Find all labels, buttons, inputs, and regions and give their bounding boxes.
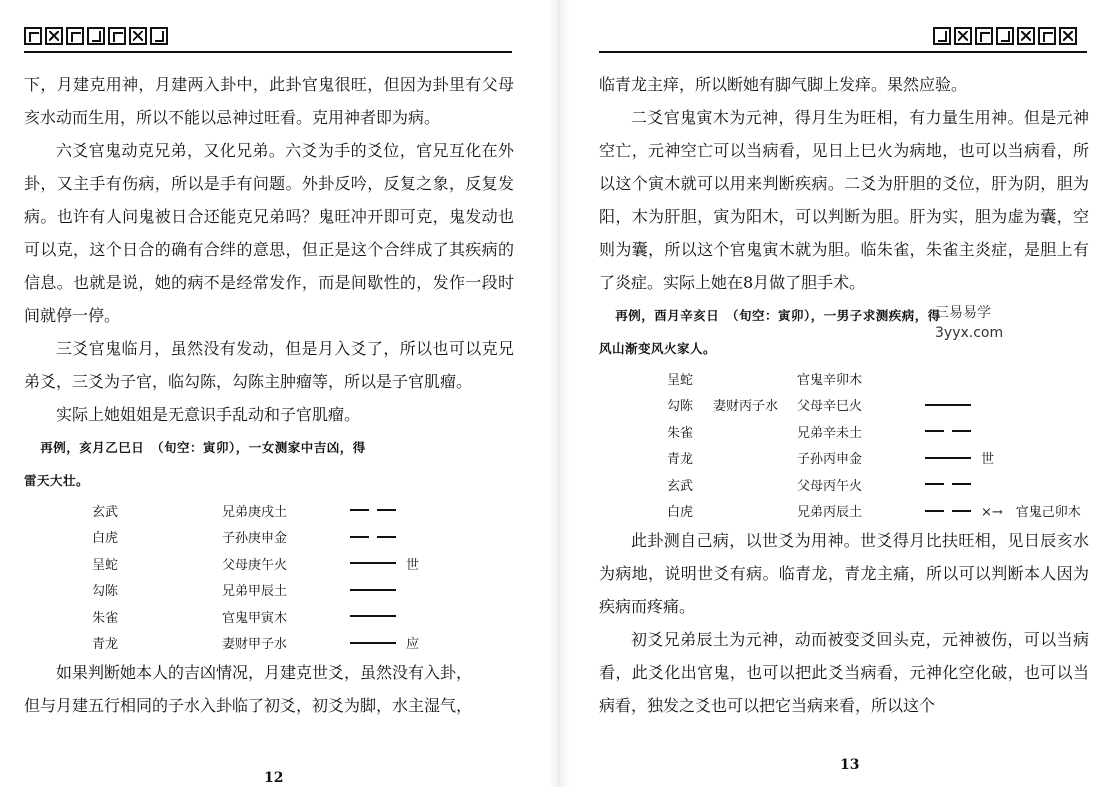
yin-line-icon [350,536,396,538]
six-spirit: 朱雀 [92,610,119,626]
ornament-glyph-icon [996,27,1014,45]
six-spirit: 白虎 [667,505,694,521]
line-label: 父母庚午火 [222,557,288,573]
six-spirit: 呈蛇 [667,372,694,388]
paragraph: 如果判断她本人的吉凶情况，月建克世爻，虽然没有入卦， [56,663,473,682]
six-spirit: 勾陈 [92,584,119,600]
hexagram-row [599,392,1089,419]
line-label: 官鬼甲寅木 [222,610,288,626]
ornament-glyph-icon [129,27,147,45]
paragraph: 但与月建五行相同的子水入卦临了初爻，初爻为脚，水主湿气， [24,696,473,715]
header-ornament [24,27,168,45]
hexagram-row [599,445,1089,472]
line-label: 兄弟辛未土 [797,425,863,441]
yang-line-icon [925,457,971,459]
hexagram-row [599,471,1089,498]
ornament-glyph-icon [1017,27,1035,45]
hexagram-row [599,418,1089,445]
ornament-glyph-icon [1059,27,1077,45]
right-text-body [599,68,1089,722]
hexagram-row [24,524,514,551]
ornament-glyph-icon [150,27,168,45]
line-label: 妻财甲子水 [222,637,288,653]
paragraph: 三爻官鬼临月，虽然没有发动，但是月入爻了，所以也可以克兄弟爻，三爻为子官，临勾陈，勾陈主肿瘤等，所以是子官肌瘤。 [24,339,514,391]
yin-line-icon [925,483,971,485]
example-heading: 再例，亥月乙巳日 （旬空：寅卯），一女测家中吉凶，得 [40,440,366,455]
left-text-body [24,68,514,722]
ornament-glyph-icon [1038,27,1056,45]
left-page [0,0,545,787]
yang-line-icon [925,404,971,406]
header-rule [599,51,1087,53]
six-spirit: 青龙 [667,452,694,468]
hidden-line-label: 妻财丙子水 [713,399,779,415]
ornament-glyph-icon [66,27,84,45]
six-spirit: 勾陈 [667,399,694,415]
paragraph: 临青龙主痒，所以断她有脚气脚上发痒。果然应验。 [599,75,968,94]
paragraph: 下，月建克用神，月建两入卦中，此卦官鬼很旺，但因为卦里有父母亥水动而生用，所以不能以忌神过旺看。克用神者即为病。 [24,75,514,127]
ornament-glyph-icon [954,27,972,45]
ornament-glyph-icon [87,27,105,45]
line-label: 兄弟庚戌土 [222,504,288,520]
watermark-url: 3yyx.com [935,325,1004,341]
watermark [935,303,1003,343]
example-hexagram-name: 雷天大壮。 [24,473,90,488]
six-spirit: 白虎 [92,531,119,547]
page-number: 13 [840,757,860,773]
yang-line-icon [350,615,396,617]
yin-line-icon [350,509,396,511]
changing-line-mark: ×→ 官鬼己卯木 [981,505,1081,521]
six-spirit: 呈蛇 [92,557,119,573]
hexagram-row [24,497,514,524]
paragraph: 初爻兄弟辰土为元神，动而被变爻回头克，元神被伤，可以当病看，此爻化出官鬼，也可以把此爻当病看，元神化空化破，也可以当病看，独发之爻也可以把它当病来看，所以这个 [599,630,1089,715]
hexagram-row [24,577,514,604]
line-label: 兄弟甲辰土 [222,584,288,600]
ornament-glyph-icon [975,27,993,45]
yin-line-icon [925,430,971,432]
hexagram-table [599,365,1089,524]
six-spirit: 玄武 [667,478,694,494]
shi-mark: 世 [406,557,420,573]
line-label: 官鬼辛卯木 [797,372,863,388]
six-spirit: 青龙 [92,637,119,653]
header-ornament [933,27,1077,45]
book-gutter [548,0,570,787]
ying-mark: 应 [406,637,420,653]
line-label: 子孙丙申金 [797,452,863,468]
paragraph: 实际上她姐姐是无意识手乱动和子官肌瘤。 [56,405,361,424]
example-heading: 再例，酉月辛亥日 （旬空：寅卯），一男子求测疾病，得 [615,308,941,323]
hexagram-table [24,497,514,656]
six-spirit: 朱雀 [667,425,694,441]
hexagram-row [24,630,514,657]
ornament-glyph-icon [45,27,63,45]
yang-line-icon [350,562,396,564]
hexagram-row [599,498,1089,525]
shi-mark: 世 [981,452,995,468]
ornament-glyph-icon [933,27,951,45]
hexagram-row [599,365,1089,392]
page-number: 12 [264,770,284,786]
ornament-glyph-icon [108,27,126,45]
yang-line-icon [350,642,396,644]
paragraph: 此卦测自己病，以世爻为用神。世爻得月比扶旺相，见日辰亥水为病地，说明世爻有病。临青龙，青龙主痛，所以可以判断本人因为疾病而疼痛。 [599,531,1089,616]
six-spirit: 玄武 [92,504,119,520]
ornament-glyph-icon [24,27,42,45]
yang-line-icon [350,589,396,591]
header-rule [24,51,512,53]
line-label: 父母丙午火 [797,478,863,494]
paragraph: 二爻官鬼寅木为元神，得月生为旺相，有力量生用神。但是元神空亡，元神空亡可以当病看，见日上巳火为病地，也可以当病看，所以这个寅木就可以用来判断疾病。二爻为肝胆的爻位，肝为阴，胆为阳，木为肝胆，寅为阳木，可以判断为胆。肝为实，胆为虚为囊，空则为囊，所以这个官鬼寅木就为胆。临朱雀，朱雀主炎症，是胆上有了炎症。实际上她在8月做了胆手术。 [599,108,1089,292]
line-label: 兄弟丙辰土 [797,505,863,521]
hexagram-row [24,603,514,630]
hexagram-row [24,550,514,577]
yin-line-icon [925,510,971,512]
line-label: 子孙庚申金 [222,531,288,547]
watermark-title: 三易易学 [935,305,991,321]
example-hexagram-name: 风山渐变风火家人。 [599,341,717,356]
line-label: 父母辛巳火 [797,399,863,415]
paragraph: 六爻官鬼动克兄弟，又化兄弟。六爻为手的爻位，官兄互化在外卦，又主手有伤病，所以是手有问题。外卦反吟，反复之象，反复发病。也许有人问鬼被日合还能克兄弟吗？鬼旺冲开即可克，鬼发动也可以克，这个日合的确有合绊的意思，但正是这个合绊成了其疾病的信息。也就是说，她的病不是经常发作，而是间歇性的，发作一段时间就停一停。 [24,141,514,325]
right-page [575,0,1120,787]
